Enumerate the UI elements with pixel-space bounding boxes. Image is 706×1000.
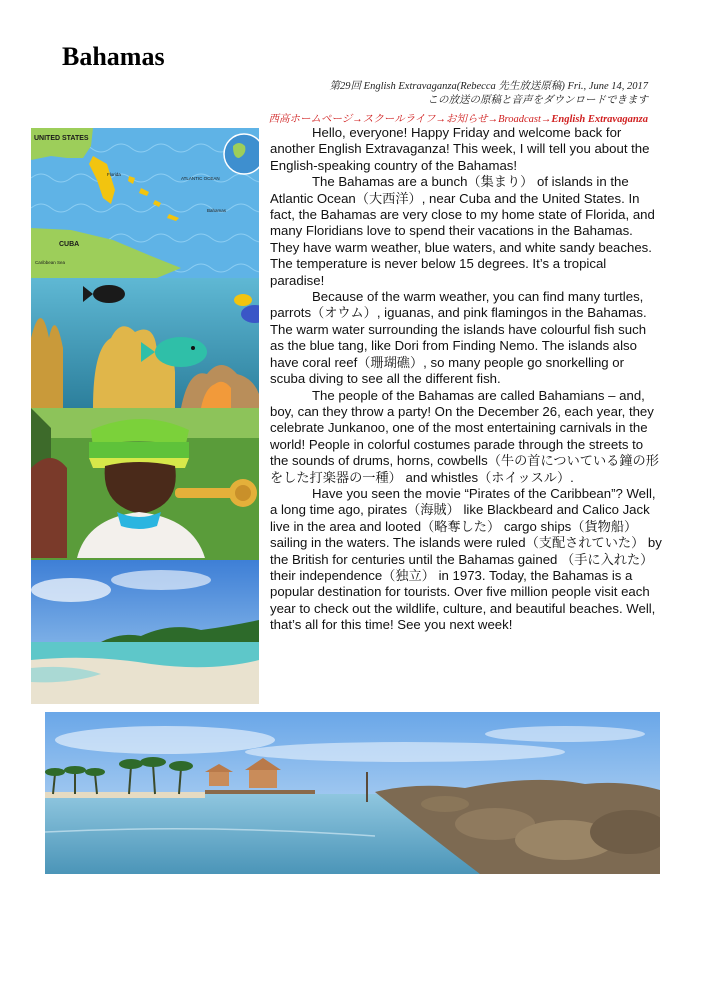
map-label-us: UNITED STATES (34, 135, 89, 142)
junkanoo-image (31, 408, 259, 560)
map-label-bahamas: Bahamas (207, 208, 227, 213)
beach-image (31, 560, 259, 704)
map-label-cuba: CUBA (59, 241, 80, 248)
map-label-caribbean: Caribbean Sea (35, 260, 66, 265)
article-body (270, 125, 662, 634)
paragraph-geography: The Bahamas are a bunch（集まり） of islands in the Atlantic Ocean（大西洋）, near Cuba and the United States. In fact, the Bahamas are very close to my home state of Florida, and many Floridians love to spend their vacations in the Bahamas. They have warm weather, blue waters, and white sandy beaches. The temperature is never below 15 degrees. It’s a tropical paradise! (270, 174, 655, 288)
photo-column (31, 128, 259, 704)
nav-final-text: →English Extravaganza (540, 114, 648, 125)
map-label-ocean: ATLANTIC OCEAN (181, 176, 220, 181)
resort-panorama-image (45, 712, 660, 874)
coral-reef-image (31, 278, 259, 408)
map-label-florida: Florida (107, 172, 121, 177)
nav-path-text: 西高ホームページ→スクールライフ→お知らせ→Broadcast (268, 114, 541, 125)
paragraph-people: The people of the Bahamas are called Bahamians – and, boy, can they throw a party! On the December 26, each year, they celebrate Junkanoo, one of the most entertaining carnivals in the world! People in colorful costumes parade through the streets to the sounds of drums, horns, cowbells（牛の首についている鐘の形をした打楽器の一種） and whistles（ホイッスル）. (270, 387, 659, 485)
paragraph-wildlife: Because of the warm weather, you can find many turtles, parrots（オウム）, iguanas, and pink flamingos in the Bahamas. The warm water surrounding the islands have colourful fish such as the blue tang, like Dori from Finding Nemo. The islands also have coral reef（珊瑚礁）, so many people go snorkelling or scuba diving to see all the different fish. (270, 289, 647, 387)
map-image (31, 128, 259, 278)
download-note: この放送の原稿と音声をダウンロードできます (427, 95, 648, 106)
navigation-path (269, 111, 649, 126)
broadcast-info: 第29回 English Extravaganza(Rebecca 先生放送原稿) Fri., June 14, 2017 (329, 81, 648, 92)
paragraph-greeting: Hello, everyone! Happy Friday and welcome back for another English Extravaganza! This week, I will tell you about the English-speaking country of the Bahamas! (270, 125, 650, 173)
paragraph-history: Have you seen the movie “Pirates of the Caribbean”? Well, a long time ago, pirates（海賊） like Blackbeard and Calico Jack live in the area and looted（略奪した） cargo ships（貨物船） sailing in the waters. The islands were ruled（支配されていた） by the British for centuries until the Bahamas gained （手に入れた）their independence（独立） in 1973. Today, the Bahamas is a popular destination for tourists. Over five million people visit each year to check out the wildlife, culture, and beautiful beaches. Well, that’s all for this time! See you next week! (270, 485, 662, 633)
page-title: Bahamas (62, 42, 165, 71)
